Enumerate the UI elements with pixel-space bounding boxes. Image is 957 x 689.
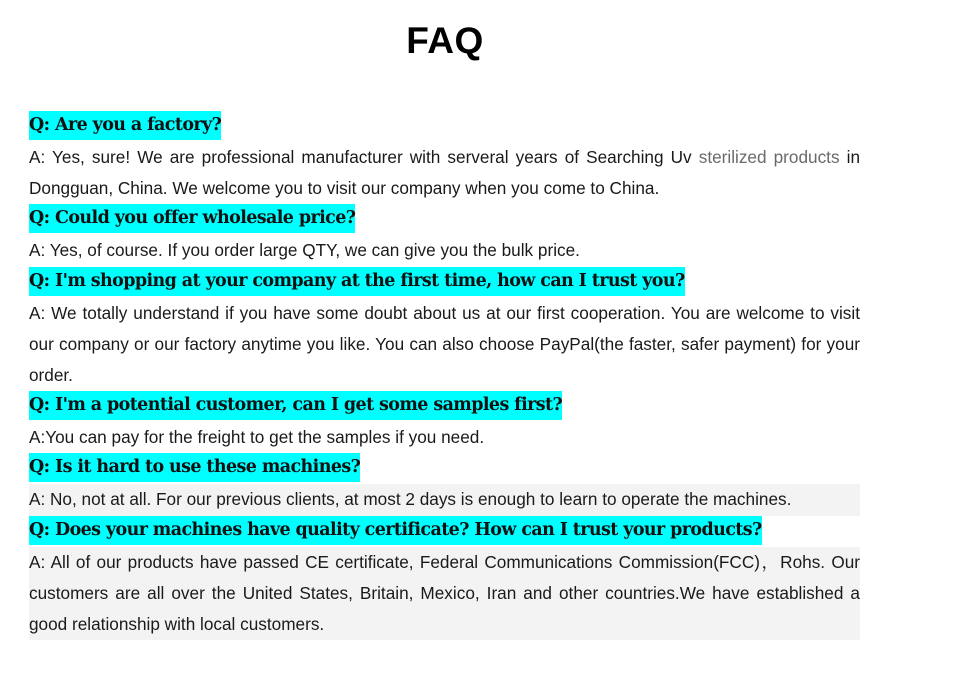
faq-item-3-question-row xyxy=(29,267,860,298)
faq-item-1-question: Q: Are you a factory? xyxy=(29,111,221,140)
faq-item-2-question: Q: Could you offer wholesale price? xyxy=(29,204,355,233)
faq-item-4-question: Q: I'm a potential customer, can I get some samples first? xyxy=(29,391,562,420)
faq-item-1-question-row xyxy=(29,111,860,142)
faq-item-1-answer-link-text: sterilized products xyxy=(698,147,840,167)
page-title: FAQ xyxy=(406,20,484,61)
faq-list xyxy=(29,111,860,640)
faq-item-1-answer-part-3: in Dongguan, China. We welcome you to visit our company when you come to China. xyxy=(29,147,861,199)
faq-item-5-question: Q: Is it hard to use these machines? xyxy=(29,453,360,482)
faq-item-2-answer: A: Yes, of course. If you order large QTY, we can give you the bulk price. xyxy=(29,240,580,261)
faq-item-5-question-row xyxy=(29,453,860,484)
faq-item-5-answer: A: No, not at all. For our previous clients, at most 2 days is enough to learn to operate the machines. xyxy=(29,484,860,515)
faq-item-6-question: Q: Does your machines have quality certificate? How can I trust your products? xyxy=(29,516,762,545)
faq-item-1-answer-part-1: A: Yes, sure! We are professional manufacturer with serveral years of Searching Uv xyxy=(29,147,699,167)
faq-item-2-question-row xyxy=(29,204,860,235)
faq-item-6-question-row xyxy=(29,516,860,547)
faq-item-4-answer: A:You can pay for the freight to get the samples if you need. xyxy=(29,427,485,448)
faq-item-3-question: Q: I'm shopping at your company at the first time, how can I trust you? xyxy=(29,267,685,296)
faq-item-6-answer: A: All of our products have passed CE certificate, Federal Communications Commission(FCC)，Rohs. Our customers are all over the United States, Britain, Mexico, Iran and other countries.We have established a good relationship with local customers. xyxy=(29,547,860,641)
faq-item-4-question-row xyxy=(29,391,860,422)
faq-item-3-answer: A: We totally understand if you have some doubt about us at our first cooperation. You are welcome to visit our company or our factory anytime you like. You can also choose PayPal(the faster, safer payment) for your order. xyxy=(29,302,860,386)
faq-item-1-answer xyxy=(29,142,860,204)
